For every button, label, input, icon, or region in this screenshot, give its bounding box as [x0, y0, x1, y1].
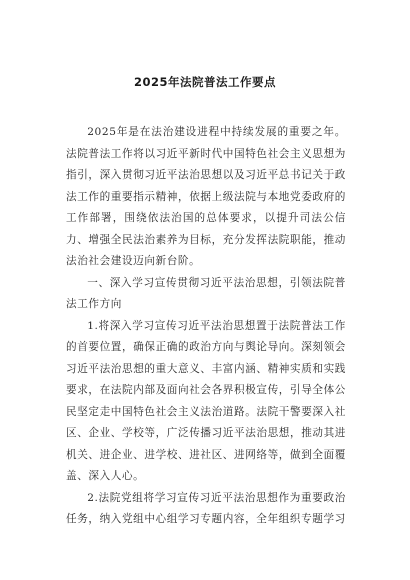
- paragraph-section-heading: 一、深入学习宣传贯彻习近平法治思想，引领法院普法工作方向: [66, 276, 346, 310]
- document-body: [66, 122, 346, 531]
- paragraph-intro: 2025年是在法治建设进程中持续发展的重要之年。法院普法工作将以习近平新时代中国特色社会主义思想为指引，深入贯彻习近平法治思想以及习近平总书记关于政法工作的重要指示精神，依据上级法院与本地党委政府的工作部署，围绕依法治国的总体要求，以提升司法公信力、增强全民法治素养为目标，充分发挥法院职能，推动法治社会建设迈向新台阶。: [66, 126, 346, 267]
- paragraph-item-1: 1.将深入学习宣传习近平法治思想置于法院普法工作的首要位置，确保正确的政治方向与舆论导向。深刻领会习近平法治思想的重大意义、丰富内涵、精神实质和实践要求，在法院内部及面向社会各界积极宣传，引导全体公民坚定走中国特色社会主义法治道路。法院干警要深入社区、企业、学校等，广泛传播习近平法治思想，推动其进机关、进企业、进学校、进社区、进网络等，做到全面覆盖、深入人心。: [66, 319, 346, 482]
- document-title: 2025年法院普法工作要点: [133, 75, 276, 89]
- paragraph-item-2: 2.法院党组将学习宣传习近平法治思想作为重要政治任务，纳入党组中心组学习专题内容，全年组织专题学习: [66, 491, 346, 525]
